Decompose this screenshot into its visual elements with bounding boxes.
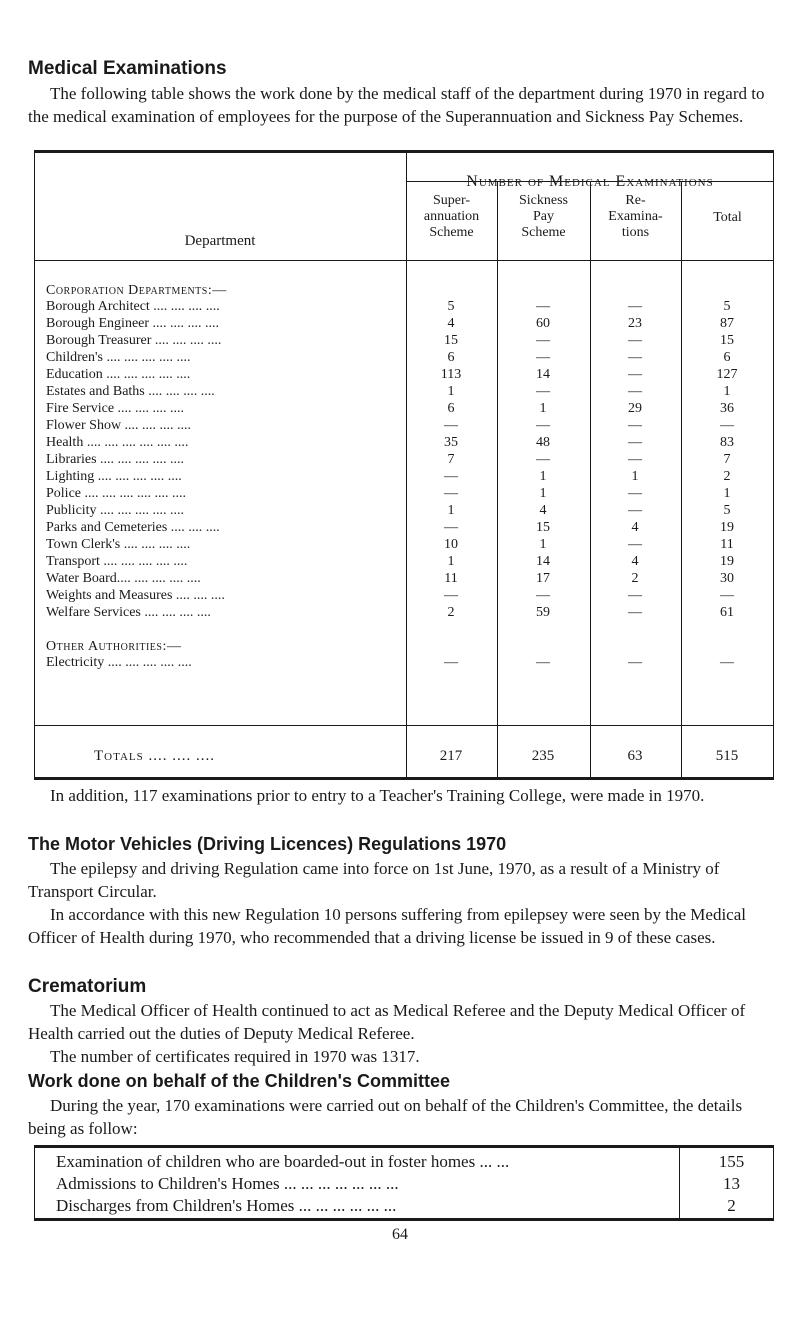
children-committee-heading: Work done on behalf of the Children's Committee (28, 1071, 450, 1091)
row-sick: 15 (536, 520, 550, 535)
row-total: 7 (723, 452, 731, 467)
row-total: 5 (723, 503, 731, 518)
row-sup: 1 (447, 503, 455, 518)
row-sup: 10 (444, 537, 458, 552)
row-total: 36 (720, 401, 734, 416)
totals-total: 515 (715, 748, 739, 764)
row-total: 1 (723, 384, 731, 399)
row-department: Education .... .... .... .... .... (46, 367, 191, 382)
row-sick: 1 (539, 537, 547, 552)
table-row (34, 469, 774, 485)
row-re: — (628, 333, 642, 348)
row-sick: — (536, 588, 550, 603)
motor-p1: The epilepsy and driving Regulation came into force on 1st June, 1970, as a result of a Ministry of Transport Circular. (28, 859, 720, 901)
table-row (34, 333, 774, 349)
row-sick: 4 (539, 503, 547, 518)
row-sick: 14 (536, 367, 550, 382)
crematorium-heading: Crematorium (28, 976, 147, 997)
row-sick: 1 (539, 486, 547, 501)
row-sup: 7 (447, 452, 455, 467)
row-sup: — (444, 520, 458, 535)
col-header-total: Total (713, 210, 742, 225)
group-header: Number of Medical Examinations (466, 173, 714, 190)
children-committee-table (34, 1145, 774, 1221)
row-sup: 5 (447, 299, 455, 314)
table-row (34, 503, 774, 519)
table-row (34, 384, 774, 400)
row-sick: 60 (536, 316, 550, 331)
row-re: — (628, 418, 642, 433)
table-row (34, 401, 774, 417)
row-re: — (628, 350, 642, 365)
row-sup: — (444, 418, 458, 433)
section-corporation: Corporation Departments:— (46, 283, 227, 298)
row-sick: 1 (539, 469, 547, 484)
table-row (34, 367, 774, 383)
motor-p2: In accordance with this new Regulation 10 persons suffering from epilepsey were seen by the Medical Officer of Health during 1970, who recommended that a driving license be issued in 9 of these cases. (28, 905, 746, 947)
row-sup: 11 (444, 571, 458, 586)
row-total: 19 (720, 554, 734, 569)
row-department: Libraries .... .... .... .... .... (46, 452, 185, 467)
medical-examinations-heading: Medical Examinations (28, 58, 227, 79)
row-re: — (628, 435, 642, 450)
row-department: Estates and Baths .... .... .... .... (46, 384, 215, 399)
row-total: 83 (720, 435, 734, 450)
row-re: — (628, 588, 642, 603)
table-row (34, 554, 774, 570)
table-row (34, 588, 774, 604)
row-department: Parks and Cemeteries .... .... .... (46, 520, 220, 535)
row-sup: 6 (447, 401, 455, 416)
table-row (34, 316, 774, 332)
row-re: 4 (631, 520, 639, 535)
row-total: — (720, 418, 734, 433)
addition-paragraph: In addition, 117 examinations prior to entry to a Teacher's Training College, were made in 1970. (50, 786, 705, 805)
table-row (34, 452, 774, 468)
row-re: — (628, 605, 642, 620)
row-sup: 113 (440, 367, 462, 382)
row-sup: 15 (444, 333, 458, 348)
row-department: Flower Show .... .... .... .... (46, 418, 192, 433)
row-department: Borough Treasurer .... .... .... .... (46, 333, 222, 348)
row-total: — (720, 588, 734, 603)
row-re: 1 (631, 469, 639, 484)
row-total: 127 (716, 367, 738, 382)
col-header-sickness: Sickness Pay Scheme (519, 193, 568, 240)
row-sup: 6 (447, 350, 455, 365)
row-department: Fire Service .... .... .... .... (46, 401, 185, 416)
row-re: 23 (628, 316, 642, 331)
list-item (34, 1172, 774, 1196)
table-row (34, 520, 774, 536)
row-total: — (720, 655, 734, 670)
crematorium-p1: The Medical Officer of Health continued to act as Medical Referee and the Deputy Medical Officer of Health carried out the duties of Deputy Medical Referee. (28, 1001, 746, 1043)
row-total: 2 (723, 469, 731, 484)
row-department: Electricity .... .... .... .... .... (46, 655, 192, 670)
row-re: 4 (631, 554, 639, 569)
table-row (34, 655, 774, 671)
row-sup: 4 (447, 316, 455, 331)
totals-sup: 217 (439, 748, 463, 764)
children-row-label: Admissions to Children's Homes ... ... ... ... ... ... ... (56, 1174, 399, 1193)
table-row (34, 486, 774, 502)
table-row (34, 350, 774, 366)
children-row-label: Examination of children who are boarded-out in foster homes ... ... (56, 1152, 510, 1171)
row-re: — (628, 367, 642, 382)
row-department: Police .... .... .... .... .... .... (46, 486, 186, 501)
row-department: Lighting .... .... .... .... .... (46, 469, 182, 484)
table-row (34, 299, 774, 315)
row-total: 1 (723, 486, 731, 501)
row-department: Welfare Services .... .... .... .... (46, 605, 211, 620)
row-total: 61 (720, 605, 734, 620)
row-sup: — (444, 655, 458, 670)
row-sup: 1 (447, 384, 455, 399)
medical-examinations-table (34, 150, 774, 780)
row-sick: — (536, 418, 550, 433)
totals-re: 63 (627, 748, 643, 764)
motor-vehicles-heading: The Motor Vehicles (Driving Licences) Regulations 1970 (28, 834, 507, 854)
row-sick: 1 (539, 401, 547, 416)
row-sick: — (536, 452, 550, 467)
row-department: Borough Architect .... .... .... .... (46, 299, 220, 314)
row-sup: — (444, 588, 458, 603)
row-re: 29 (628, 401, 642, 416)
col-header-reexaminations: Re- Examina- tions (608, 193, 663, 240)
totals-label: Totals .... .... .... (94, 748, 215, 764)
row-sick: 14 (536, 554, 550, 569)
row-re: — (628, 299, 642, 314)
row-total: 19 (720, 520, 734, 535)
row-sick: — (536, 384, 550, 399)
department-header: Department (184, 233, 256, 249)
row-total: 87 (720, 316, 734, 331)
row-department: Borough Engineer .... .... .... .... (46, 316, 220, 331)
table-row (34, 537, 774, 553)
section-other-authorities: Other Authorities:— (46, 639, 182, 654)
list-item (34, 1150, 774, 1174)
children-row-value: 2 (727, 1196, 736, 1215)
totals-sick: 235 (531, 748, 555, 764)
children-p1: During the year, 170 examinations were carried out on behalf of the Children's Committee, the details being as follow: (28, 1096, 743, 1138)
list-item (34, 1194, 774, 1218)
row-total: 5 (723, 299, 731, 314)
crematorium-p2: The number of certificates required in 1970 was 1317. (50, 1047, 420, 1066)
row-sup: — (444, 486, 458, 501)
row-total: 15 (720, 333, 734, 348)
row-total: 30 (720, 571, 734, 586)
row-sick: — (536, 655, 550, 670)
page-number: 64 (392, 1226, 408, 1243)
children-row-label: Discharges from Children's Homes ... ... ... ... ... ... (56, 1196, 397, 1215)
row-department: Health .... .... .... .... .... .... (46, 435, 189, 450)
row-sick: — (536, 350, 550, 365)
row-sick: 48 (536, 435, 550, 450)
row-re: — (628, 452, 642, 467)
row-re: — (628, 384, 642, 399)
row-re: — (628, 503, 642, 518)
row-department: Transport .... .... .... .... .... (46, 554, 188, 569)
children-row-value: 155 (718, 1152, 745, 1171)
row-re: — (628, 537, 642, 552)
col-header-superannuation: Super- annuation Scheme (423, 193, 480, 240)
row-department: Water Board.... .... .... .... .... (46, 571, 201, 586)
row-sup: 1 (447, 554, 455, 569)
row-department: Weights and Measures .... .... .... (46, 588, 225, 603)
row-sup: 35 (444, 435, 458, 450)
table-row (34, 435, 774, 451)
row-re: 2 (631, 571, 639, 586)
row-department: Town Clerk's .... .... .... .... (46, 537, 191, 552)
row-department: Publicity .... .... .... .... .... (46, 503, 185, 518)
medical-intro: The following table shows the work done by the medical staff of the department during 1970 in regard to the medical examination of employees for the purpose of the Superannuation and Sickness Pay Schemes. (28, 84, 765, 126)
row-sick: 59 (536, 605, 550, 620)
row-sick: 17 (536, 571, 550, 586)
row-re: — (628, 486, 642, 501)
row-sick: — (536, 299, 550, 314)
table-row (34, 605, 774, 621)
row-total: 11 (720, 537, 734, 552)
row-sick: — (536, 333, 550, 348)
row-sup: — (444, 469, 458, 484)
row-department: Children's .... .... .... .... .... (46, 350, 191, 365)
row-re: — (628, 655, 642, 670)
children-row-value: 13 (723, 1174, 740, 1193)
table-row (34, 571, 774, 587)
row-total: 6 (723, 350, 731, 365)
table-row (34, 418, 774, 434)
row-sup: 2 (447, 605, 455, 620)
